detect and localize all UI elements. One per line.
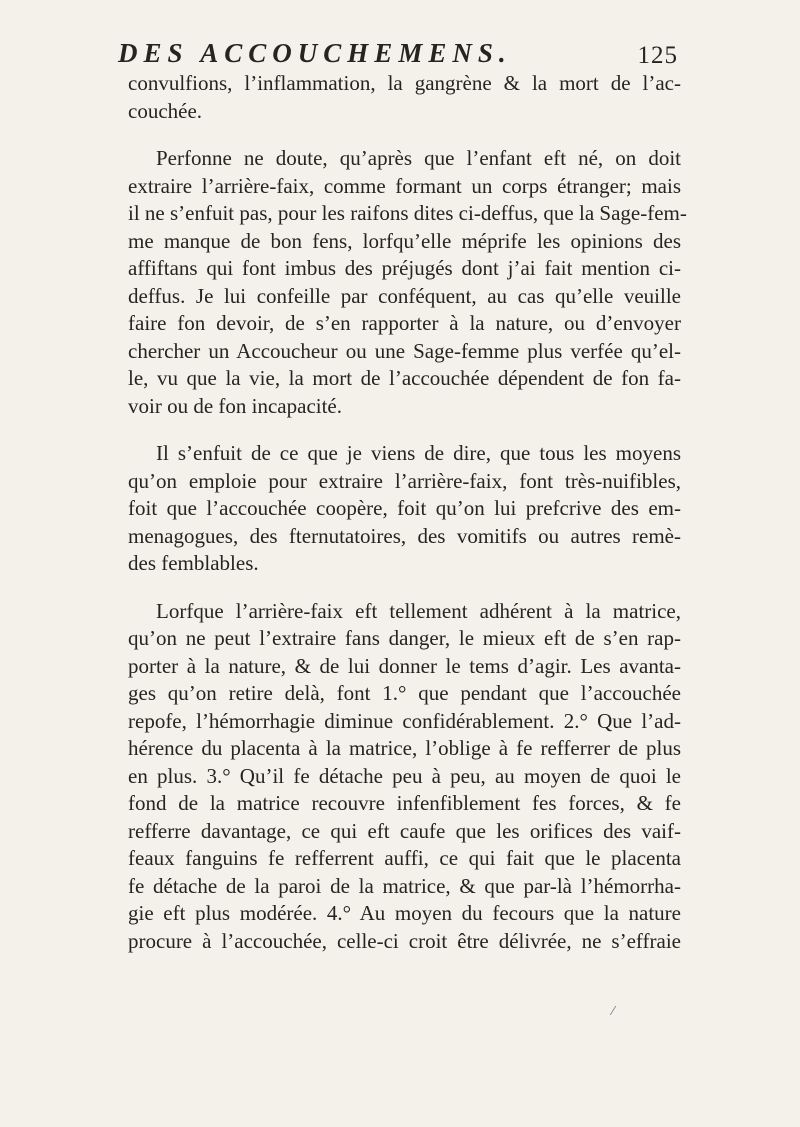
text-line: foit que l’accouchée coopère, foit qu’on lui prefcrive des em- <box>128 496 681 520</box>
page-number: 125 <box>637 42 678 69</box>
text-line: deffus. Je lui confeille par conféquent, au cas qu’elle veuille <box>128 283 681 308</box>
text-line: Il s’enfuit de ce que je viens de dire, que tous les moyens <box>156 441 681 465</box>
text-line: des femblables. <box>128 551 259 575</box>
text-line: en plus. 3.° Qu’il fe détache peu à peu, au moyen de quoi le <box>128 763 681 788</box>
text-line: me manque de bon fens, lorfqu’elle méprife les opinions des <box>128 228 681 253</box>
text-line: il ne s’enfuit pas, pour les raifons dites ci-deffus, que la Sage-fem- <box>128 201 687 225</box>
text-line: convulfions, l’inflammation, la gangrène & la mort de l’ac- <box>128 71 681 95</box>
page-header <box>118 38 678 74</box>
text-line: Lorfque l’arrière-faix eft tellement adhérent à la matrice, <box>156 598 681 623</box>
text-line: gie eft plus modérée. 4.° Au moyen du fecours que la nature <box>128 901 681 925</box>
text-line: ges qu’on retire delà, font 1.° que pendant que l’accouchée <box>128 681 681 705</box>
text-line: repofe, l’hémorrhagie diminue confidérablement. 2.° Que l’ad- <box>128 708 681 733</box>
paper-speck: ⁄ <box>612 1004 615 1018</box>
text-line: Perfonne ne doute, qu’après que l’enfant eft né, on doit <box>156 146 681 170</box>
running-title: DES ACCOUCHEMENS. <box>118 38 512 68</box>
text-line: voir ou de fon incapacité. <box>128 393 342 418</box>
paragraph <box>128 440 681 578</box>
text-line: feaux fanguins fe refferrent auffi, ce qui fait que le placenta <box>128 846 681 870</box>
text-line: chercher un Accoucheur ou une Sage-femme plus verfée qu’el- <box>128 338 681 363</box>
text-line: couchée. <box>128 98 203 123</box>
body-text <box>128 70 687 955</box>
text-line: fe détache de la paroi de la matrice, & que par-là l’hémorrha- <box>128 873 681 898</box>
text-line: porter à la nature, & de lui donner le tems d’agir. Les avanta- <box>128 653 681 678</box>
paragraph <box>128 598 681 956</box>
paragraph <box>128 145 687 420</box>
text-line: le, vu que la vie, la mort de l’accouchée dépendent de fon fa- <box>128 366 681 390</box>
text-line: faire fon devoir, de s’en rapporter à la nature, ou d’envoyer <box>128 311 681 335</box>
text-line: menagogues, des fternutatoires, des vomitifs ou autres remè- <box>128 523 681 548</box>
text-line: procure à l’accouchée, celle-ci croit être délivrée, ne s’effraie <box>128 928 681 953</box>
text-line: extraire l’arrière-faix, comme formant un corps étranger; mais <box>128 173 681 198</box>
text-line: fond de la matrice recouvre infenfiblement fes forces, & fe <box>128 791 681 815</box>
text-line: hérence du placenta à la matrice, l’oblige à fe refferrer de plus <box>128 736 681 760</box>
text-line: qu’on ne peut l’extraire fans danger, le mieux eft de s’en rap- <box>128 626 681 650</box>
paragraph <box>128 70 681 125</box>
text-line: refferre davantage, ce qui eft caufe que les orifices des vaif- <box>128 818 681 843</box>
text-line: affiftans qui font imbus des préjugés dont j’ai fait mention ci- <box>128 256 681 280</box>
text-line: qu’on emploie pour extraire l’arrière-faix, font très-nuifibles, <box>128 468 681 493</box>
